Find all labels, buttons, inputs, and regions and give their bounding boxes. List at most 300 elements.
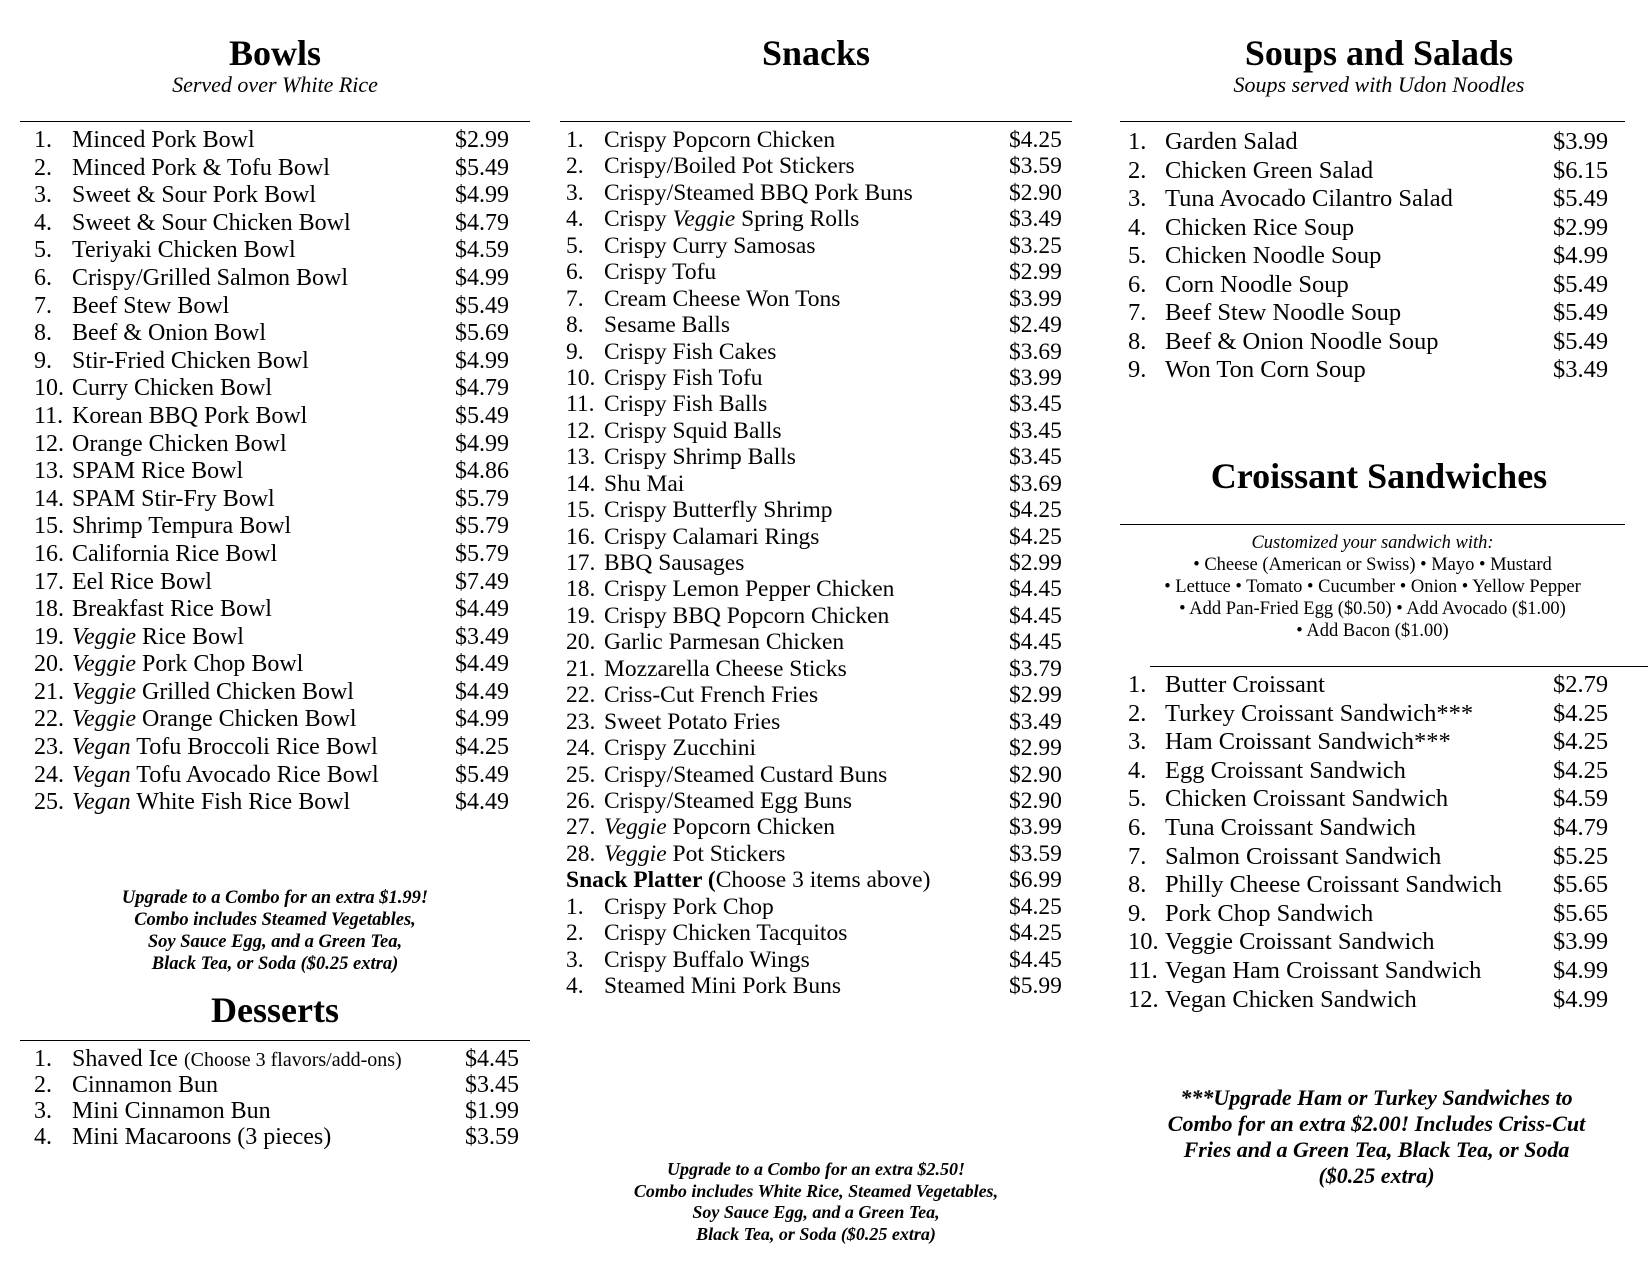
item-name xyxy=(1165,986,1417,1015)
item-name xyxy=(72,1072,218,1098)
croissant-combo-line: Combo for an extra $2.00! Includes Criss-Cut xyxy=(1167,1111,1586,1136)
item-name xyxy=(604,920,847,946)
item-number: 15. xyxy=(566,497,596,524)
item-name-part: Tuna Avocado Cilantro Salad xyxy=(1165,185,1453,212)
item-name xyxy=(72,789,350,817)
item-name-part: Shrimp Tempura Bowl xyxy=(72,513,292,540)
menu-item xyxy=(20,375,530,403)
customize-options xyxy=(1120,532,1625,642)
item-name xyxy=(1165,957,1481,986)
soups-subtitle: Soups served with Udon Noodles xyxy=(1233,72,1525,97)
item-name xyxy=(1165,871,1502,900)
item-price: $5.79 xyxy=(455,540,509,567)
item-name-part: Popcorn Chicken xyxy=(666,814,836,841)
item-name-part: Crispy/Steamed BBQ Pork Buns xyxy=(604,179,913,206)
item-name-part: Mini Macaroons (3 pieces) xyxy=(72,1124,332,1150)
menu-item xyxy=(20,513,530,541)
item-name xyxy=(72,320,266,348)
menu-item xyxy=(20,403,530,431)
item-name-part: Tofu Broccoli Rice Bowl xyxy=(130,734,378,761)
item-name-part: Tofu Avocado Rice Bowl xyxy=(130,761,379,788)
item-number: 9. xyxy=(1128,899,1147,927)
item-name xyxy=(1165,299,1401,328)
item-price: $6.99 xyxy=(1009,867,1062,894)
item-price: $4.99 xyxy=(1553,956,1609,984)
item-name xyxy=(1165,356,1366,385)
item-price: $2.90 xyxy=(1009,179,1062,206)
item-price: $4.25 xyxy=(1553,699,1609,727)
item-name xyxy=(72,431,287,459)
menu-item xyxy=(1120,299,1625,328)
item-price: $4.99 xyxy=(455,430,509,457)
item-number: 5. xyxy=(1128,785,1147,813)
item-number: 5. xyxy=(1128,242,1147,269)
item-number: 16. xyxy=(566,523,596,550)
soups-croissant-column xyxy=(1120,0,1648,1275)
item-price: $3.99 xyxy=(1553,128,1609,155)
bowls-combo-line: Upgrade to a Combo for an extra $1.99! xyxy=(121,888,429,908)
item-price: $2.99 xyxy=(1009,735,1062,762)
item-name-part: Veggie xyxy=(72,678,136,705)
item-name xyxy=(604,550,744,576)
item-number: 7. xyxy=(1128,842,1147,870)
item-number: 25. xyxy=(34,789,64,816)
item-name xyxy=(72,486,275,514)
item-price: $3.99 xyxy=(1553,928,1609,956)
item-name xyxy=(604,788,852,814)
menu-item xyxy=(1120,356,1625,385)
menu-item xyxy=(560,920,1072,946)
item-number: 1. xyxy=(1128,671,1147,698)
item-number: 11. xyxy=(1128,956,1158,984)
item-name-part: Sweet Potato Fries xyxy=(604,708,781,735)
item-number: 22. xyxy=(34,706,64,733)
item-price: $2.99 xyxy=(1009,259,1062,286)
item-number: 1. xyxy=(1128,128,1147,155)
item-name xyxy=(72,569,212,597)
item-price: $3.45 xyxy=(1009,444,1062,471)
item-name-part: Vegan xyxy=(72,734,131,761)
menu-item xyxy=(560,576,1072,602)
item-name xyxy=(72,541,277,569)
menu-item xyxy=(1120,871,1648,900)
item-name-part: Crispy Chicken Tacquitos xyxy=(604,920,848,947)
menu-item xyxy=(560,867,1072,893)
item-name-part: Sweet & Sour Pork Bowl xyxy=(72,182,317,209)
item-number: 4. xyxy=(1128,213,1147,241)
item-number: 17. xyxy=(34,568,64,595)
item-name-part: Korean BBQ Pork Bowl xyxy=(72,402,308,429)
item-price: $3.99 xyxy=(1009,364,1062,391)
item-price: $4.25 xyxy=(1553,756,1609,784)
menu-item xyxy=(20,1098,530,1124)
item-price: $5.99 xyxy=(1009,973,1062,999)
item-number: 3. xyxy=(1128,728,1147,756)
item-name-part: Salmon Croissant Sandwich xyxy=(1165,842,1442,870)
item-name xyxy=(604,312,730,338)
item-name xyxy=(604,418,782,444)
item-number: 23. xyxy=(34,734,64,761)
item-number: 6. xyxy=(34,264,52,291)
item-price: $3.59 xyxy=(1009,840,1062,867)
item-name xyxy=(1165,843,1441,872)
croissant-combo-note xyxy=(1120,1085,1633,1189)
item-name xyxy=(604,894,774,920)
item-name xyxy=(604,286,840,312)
menu-item xyxy=(560,418,1072,444)
item-price: $4.25 xyxy=(1009,127,1062,153)
soups-divider xyxy=(1120,121,1625,122)
item-name-part: Beef & Onion Bowl xyxy=(72,320,266,347)
item-number: 1. xyxy=(34,1046,52,1072)
item-name xyxy=(72,293,229,321)
item-number: 12. xyxy=(566,417,596,444)
item-name-part: Sesame Balls xyxy=(604,312,730,339)
item-price: $4.79 xyxy=(455,375,509,402)
item-name xyxy=(604,682,818,708)
item-price: $5.65 xyxy=(1553,899,1609,927)
item-name-part: Crispy Squid Balls xyxy=(604,417,782,444)
item-number: 1. xyxy=(566,893,584,920)
item-number: 7. xyxy=(34,292,52,319)
item-name-part: Orange Chicken Bowl xyxy=(72,430,287,457)
item-name-part: Spring Rolls xyxy=(735,206,860,233)
item-name-part: Vegan Ham Croissant Sandwich xyxy=(1165,956,1482,984)
item-name xyxy=(1165,271,1349,300)
item-name xyxy=(1165,700,1473,729)
customize-line: • Add Pan-Fried Egg ($0.50) • Add Avocado ($1.00) xyxy=(1179,599,1566,619)
item-number: 21. xyxy=(34,678,64,705)
item-number: 14. xyxy=(34,485,64,512)
item-name xyxy=(1165,128,1298,157)
croissant-title: Croissant Sandwiches xyxy=(1210,456,1548,496)
snacks-list xyxy=(560,127,1072,999)
menu-item xyxy=(20,293,530,321)
item-price: $3.99 xyxy=(1009,285,1062,312)
item-name xyxy=(604,629,844,655)
menu-item xyxy=(20,155,530,183)
bowls-divider xyxy=(20,121,530,122)
item-name xyxy=(1165,157,1373,186)
item-price: $3.69 xyxy=(1009,338,1062,365)
desserts-list xyxy=(20,1046,530,1150)
item-number: 16. xyxy=(34,540,64,567)
item-name-part: Veggie xyxy=(604,814,667,841)
item-number: 19. xyxy=(566,602,596,629)
item-price: $2.99 xyxy=(1009,682,1062,709)
item-name-part: Egg Croissant Sandwich xyxy=(1165,756,1406,784)
item-name-part: Garden Salad xyxy=(1165,128,1298,155)
item-name xyxy=(604,762,887,788)
item-price: $2.49 xyxy=(1009,312,1062,339)
menu-item xyxy=(1120,271,1625,300)
soups-title: Soups and Salads xyxy=(1244,33,1514,73)
item-price: $3.49 xyxy=(455,623,509,650)
menu-item xyxy=(560,762,1072,788)
menu-item xyxy=(20,596,530,624)
item-price: $5.49 xyxy=(455,761,509,788)
item-name xyxy=(1165,728,1451,757)
item-price: $5.49 xyxy=(1553,327,1609,355)
item-number: 4. xyxy=(34,1124,52,1150)
item-name-part: SPAM Stir-Fry Bowl xyxy=(72,485,275,512)
item-price: $3.69 xyxy=(1009,470,1062,497)
item-name xyxy=(566,867,930,893)
item-number: 2. xyxy=(34,1072,52,1098)
soups-list xyxy=(1120,128,1625,385)
item-name xyxy=(72,651,303,679)
item-number: 9. xyxy=(1128,356,1147,383)
item-price: $5.49 xyxy=(455,292,509,319)
item-name-part: Crispy Fish Cakes xyxy=(604,338,777,365)
item-price: $4.99 xyxy=(1553,985,1609,1013)
item-name-part: Won Ton Corn Soup xyxy=(1165,356,1366,383)
item-price: $3.79 xyxy=(1009,655,1062,682)
item-price: $3.49 xyxy=(1009,708,1062,735)
menu-item xyxy=(1120,785,1648,814)
menu-item xyxy=(560,339,1072,365)
item-name-part: Breakfast Rice Bowl xyxy=(72,596,272,623)
croissant-combo-line: Fries and a Green Tea, Black Tea, or Soda xyxy=(1183,1137,1570,1162)
item-number: 20. xyxy=(34,651,64,678)
menu-item xyxy=(20,458,530,486)
item-price: $5.65 xyxy=(1553,871,1609,899)
menu-item xyxy=(1120,328,1625,357)
item-price: $3.49 xyxy=(1553,356,1609,383)
item-name xyxy=(1165,185,1453,214)
item-name-part: BBQ Sausages xyxy=(604,550,745,576)
bowls-combo-line: Combo includes Steamed Vegetables, xyxy=(134,910,416,930)
item-name-part: White Fish Rice Bowl xyxy=(130,789,351,816)
item-price: $7.49 xyxy=(455,568,509,595)
item-price: $4.49 xyxy=(455,678,509,705)
menu-item xyxy=(560,550,1072,576)
item-name-part: Crispy Butterfly Shrimp xyxy=(604,497,833,524)
item-number: 24. xyxy=(34,761,64,788)
item-price: $4.99 xyxy=(455,264,509,291)
item-name xyxy=(72,403,307,431)
item-name-part: Turkey Croissant Sandwich*** xyxy=(1165,699,1474,727)
item-name-part: Crispy Curry Samosas xyxy=(604,232,816,259)
menu-item xyxy=(560,656,1072,682)
menu-item xyxy=(560,259,1072,285)
item-number: 8. xyxy=(1128,327,1147,355)
item-number: 9. xyxy=(566,338,584,365)
item-price: $5.79 xyxy=(455,513,509,540)
menu-item xyxy=(20,127,530,155)
item-number: 12. xyxy=(34,430,64,457)
item-number: 7. xyxy=(566,285,584,312)
item-name xyxy=(72,237,296,265)
item-number: 1. xyxy=(566,127,584,153)
snacks-combo-line: Soy Sauce Egg, and a Green Tea, xyxy=(692,1202,940,1222)
item-name-part: Pot Stickers xyxy=(666,840,786,867)
croissant-list xyxy=(1120,671,1648,1014)
item-name-part: Ham Croissant Sandwich*** xyxy=(1165,728,1451,756)
menu-item xyxy=(20,624,530,652)
item-price: $6.15 xyxy=(1553,156,1609,184)
item-name-part: (Choose 3 flavors/add-ons) xyxy=(183,1049,402,1071)
item-name xyxy=(1165,928,1434,957)
item-price: $5.25 xyxy=(1553,842,1609,870)
item-name-part: Crispy/Boiled Pot Stickers xyxy=(604,153,855,180)
item-name xyxy=(72,1124,331,1150)
item-name xyxy=(604,233,816,259)
item-price: $4.59 xyxy=(455,237,509,264)
item-price: $4.59 xyxy=(1553,785,1609,813)
item-price: $4.99 xyxy=(455,182,509,209)
menu-item xyxy=(1120,843,1648,872)
menu-item xyxy=(560,894,1072,920)
bowls-list xyxy=(20,127,530,817)
item-name-part: Crispy Buffalo Wings xyxy=(604,946,810,973)
item-number: 26. xyxy=(566,787,596,814)
menu-item xyxy=(560,524,1072,550)
snacks-combo-line: Upgrade to a Combo for an extra $2.50! xyxy=(666,1159,965,1179)
item-name xyxy=(72,596,272,624)
item-number: 2. xyxy=(566,153,584,180)
item-name-part: Crispy Fish Tofu xyxy=(604,364,763,391)
item-name-part: Crispy/Steamed Egg Buns xyxy=(604,787,853,814)
bowls-combo-line: Black Tea, or Soda ($0.25 extra) xyxy=(151,954,399,974)
snacks-combo-line: Combo includes White Rice, Steamed Vegetables, xyxy=(633,1180,999,1201)
menu-item xyxy=(1120,957,1648,986)
item-name-part: Crispy Tofu xyxy=(604,259,717,286)
item-name xyxy=(604,709,780,735)
item-name-part: California Rice Bowl xyxy=(72,540,278,567)
item-name xyxy=(604,206,859,232)
menu-item xyxy=(1120,700,1648,729)
item-number: 13. xyxy=(34,458,64,485)
menu-item xyxy=(20,1072,530,1098)
item-name-part: Veggie Croissant Sandwich xyxy=(1165,928,1435,956)
item-price: $4.45 xyxy=(465,1046,519,1072)
item-number: 5. xyxy=(566,232,584,259)
item-name xyxy=(72,1046,402,1073)
item-name xyxy=(604,444,796,470)
item-price: $3.45 xyxy=(1009,391,1062,418)
menu-item xyxy=(1120,928,1648,957)
item-name xyxy=(1165,671,1325,700)
item-price: $5.49 xyxy=(1553,185,1609,212)
item-name-part: Crispy BBQ Popcorn Chicken xyxy=(604,602,890,629)
item-name-part: Veggie xyxy=(604,840,667,867)
item-name-part: Vegan Chicken Sandwich xyxy=(1165,985,1417,1013)
menu-item xyxy=(560,180,1072,206)
item-name xyxy=(1165,214,1354,243)
item-price: $2.90 xyxy=(1009,761,1062,788)
item-name-part: Grilled Chicken Bowl xyxy=(135,678,354,705)
item-number: 2. xyxy=(1128,699,1147,727)
item-price: $5.49 xyxy=(455,402,509,429)
menu-item xyxy=(560,153,1072,179)
snacks-divider xyxy=(560,121,1072,122)
item-price: $2.79 xyxy=(1553,671,1609,698)
menu-item xyxy=(20,431,530,459)
item-name xyxy=(604,365,763,391)
item-name-part: Veggie xyxy=(72,706,136,733)
menu-item xyxy=(560,444,1072,470)
menu-item xyxy=(20,348,530,376)
item-name xyxy=(1165,900,1373,929)
item-name-part: Crispy Calamari Rings xyxy=(604,523,820,550)
item-price: $4.25 xyxy=(1009,893,1062,920)
item-name-part: Chicken Green Salad xyxy=(1165,156,1374,184)
menu-item xyxy=(1120,185,1625,214)
item-number: 4. xyxy=(566,206,584,233)
item-number: 27. xyxy=(566,814,596,841)
menu-item xyxy=(1120,986,1648,1015)
item-number: 8. xyxy=(1128,871,1147,899)
item-name-part: Cinnamon Bun xyxy=(72,1072,219,1098)
item-number: 18. xyxy=(34,596,64,623)
item-price: $4.45 xyxy=(1009,629,1062,656)
item-number: 11. xyxy=(566,391,595,418)
item-number: 2. xyxy=(1128,156,1147,184)
item-number: 28. xyxy=(566,840,596,867)
menu-item xyxy=(1120,214,1625,243)
item-name xyxy=(604,391,767,417)
customize-line: • Lettuce • Tomato • Cucumber • Onion • Yellow Pepper xyxy=(1164,577,1581,597)
item-price: $4.86 xyxy=(455,458,509,485)
menu-item xyxy=(1120,242,1625,271)
menu-item xyxy=(20,265,530,293)
item-number: 10. xyxy=(34,375,64,402)
item-number: 18. xyxy=(566,576,596,603)
item-name xyxy=(72,1098,271,1124)
menu-item xyxy=(560,814,1072,840)
item-number: 14. xyxy=(566,470,596,497)
item-number: 23. xyxy=(566,708,596,735)
item-price: $3.49 xyxy=(1009,206,1062,233)
item-name-part: Stir-Fried Chicken Bowl xyxy=(72,347,309,374)
item-name xyxy=(604,735,756,761)
item-price: $1.99 xyxy=(465,1098,519,1124)
item-name-part: Veggie xyxy=(72,651,136,678)
item-name xyxy=(604,339,776,365)
item-number: 3. xyxy=(566,179,584,206)
item-number: 22. xyxy=(566,682,596,709)
item-number: 10. xyxy=(566,364,596,391)
item-name-part: Chicken Croissant Sandwich xyxy=(1165,785,1449,813)
menu-item xyxy=(560,365,1072,391)
item-price: $4.79 xyxy=(1553,813,1609,841)
desserts-divider xyxy=(20,1040,530,1041)
item-name-part: Garlic Parmesan Chicken xyxy=(604,629,845,656)
item-name-part: Corn Noodle Soup xyxy=(1165,270,1349,298)
item-name-part: Butter Croissant xyxy=(1165,671,1325,698)
item-price: $2.99 xyxy=(1553,213,1609,241)
menu-item xyxy=(560,841,1072,867)
item-name xyxy=(72,210,351,238)
item-price: $4.99 xyxy=(455,347,509,374)
item-name xyxy=(604,841,785,867)
item-price: $2.99 xyxy=(455,127,509,153)
item-price: $2.99 xyxy=(1009,550,1062,576)
item-name-part: Tuna Croissant Sandwich xyxy=(1165,813,1416,841)
item-name xyxy=(72,679,354,707)
item-number: 24. xyxy=(566,735,596,762)
menu-item xyxy=(20,569,530,597)
menu-item xyxy=(20,651,530,679)
item-price: $5.79 xyxy=(455,485,509,512)
menu-item xyxy=(560,788,1072,814)
item-price: $4.45 xyxy=(1009,602,1062,629)
bowls-combo-line: Soy Sauce Egg, and a Green Tea, xyxy=(147,932,403,952)
item-price: $5.69 xyxy=(455,320,509,347)
menu-item xyxy=(1120,157,1625,186)
item-name-part: Chicken Noodle Soup xyxy=(1165,242,1382,269)
